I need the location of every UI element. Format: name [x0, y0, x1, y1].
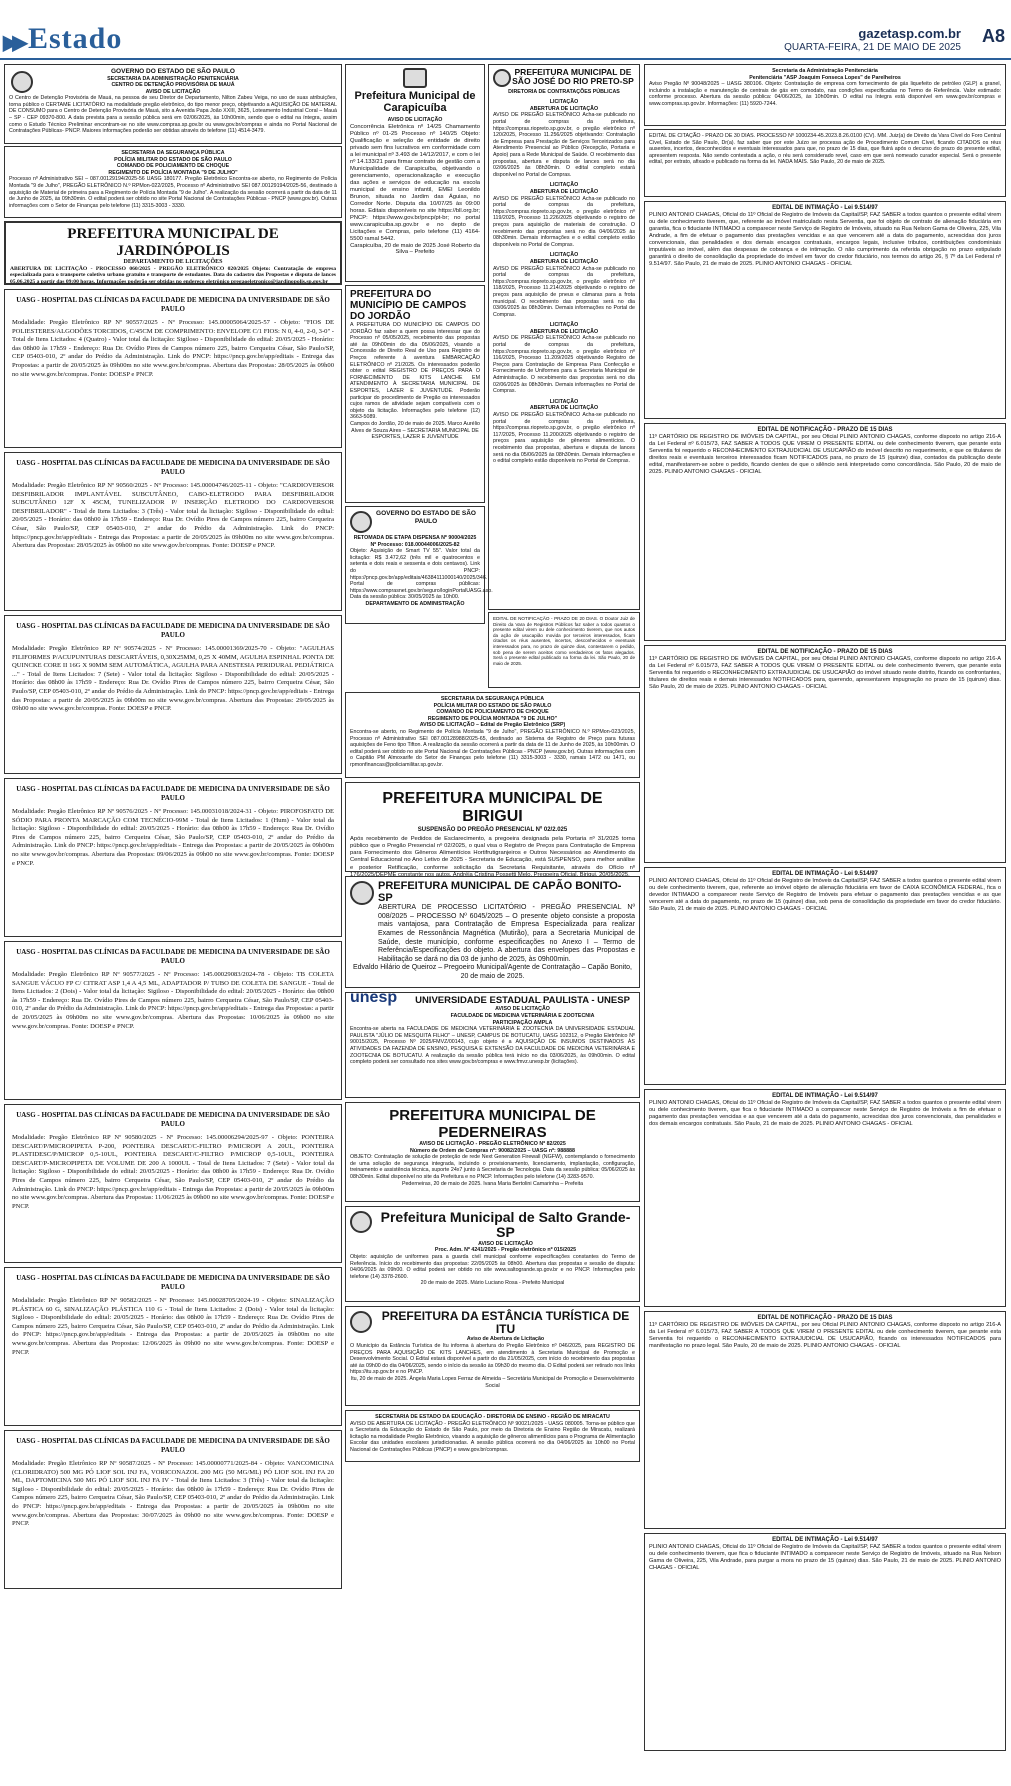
notice-proc: Proc. Adm. Nº 4241/2025 - Pregão eletrônico nº 015/2025 — [434, 1247, 577, 1254]
notice-itu — [345, 1306, 640, 1406]
state-seal-icon — [350, 511, 372, 533]
notice-sub: SUSPENSÃO DO PREGÃO PRESENCIAL Nº 02/2.025 — [417, 827, 568, 834]
hc-notice-body: Modalidade: Pregão Eletrônico RP Nº 90574/2025 - Nº Processo: 145.00001369/2025-70 - Objeto: "AGULHAS FILIFORMES P/ACUPUNTURAS DESCARTÁVEIS, 0,30X25MM, 0,25 X 40MM, AGULHA ESPINHAL PONTA DE QUINCKE CORE II 16G X 90MM SEM AUTOMÁTICA, AGULHA PARA ANESTESIA PERIDURAL PEDIÁTRICA ..." - Total de Itens Licitados: 7 (Sete) - Valor total da licitação: Sigiloso - Disponibilidade do edital: 20/05/2025 - Horário: das 08h00 às 17h59 - Endereço: Rua Dr. Ovídio Pires de Campos número 225, bairro Cerqueira César, São Paulo/SP, CEP 05403-010, 2º andar do Prédio da Administração. Link do PNCP: https://pncp.gov.br/app/editais - Entrega das Propostas: a partir de 20/05/2025 às 09h00m no site www.gov.br/compras. Abertura das Propostas: 29/05/2025 às 09h00 no site www.gov.br/compras. Fonte: DOESP e PNCP. — [12, 645, 334, 713]
notice-body: A PREFEITURA DO MUNICÍPIO DE CAMPOS DO JORDÃO faz saber a quem possa interessar que do Processo nº 05/05/2025, recebimento das propostas até às 09h00min do dia 05/06/2025, visando a Concessão de Direito Real de Uso para Registro de Preços referente à aventura EMBARCAÇÃO ELETRÔNICO nº 21/2025. Os interessados poderão obter o edital REGISTRO DE PREÇOS PARA O FORNECIMENTO DE KITS LANCHE EM ATENDIMENTO À SECRETARIA MUNICIPAL DE ESPORTES, LAZER E JUVENTUDE. Poderão participar do procedimento de Pregão os interessados cujos ramos de atividade sejam compatíveis com o objeto da licitação. Informações pelo telefone (12) 3663-5089. — [350, 322, 480, 421]
hc-notice-header: UASG - HOSPITAL DAS CLÍNICAS DA FACULDADE DE MEDICINA DA UNIVERSIDADE DE SÃO PAULO — [16, 948, 330, 965]
notice-sign: Campos do Jordão, 20 de maio de 2025. Marco Aurélio Alves de Souza Aires – SECRETARIA MUNICIPAL DE ESPORTES, LAZER E JUVENTUDE — [350, 420, 480, 441]
notice-body: Encontra-se aberta na FACULDADE DE MEDICINA VETERINÁRIA E ZOOTECNIA DA UNIVERSIDADE ESTADUAL PAULISTA "JÚLIO DE MESQUITA FILHO" – UNESP, CAMPUS DE BOTUCATU, UASG 102312, o Pregão Eletrônico Nº 90015/2025, Processo Nº 2025/FMVZ/00143, cujo objeto é a AQUISIÇÃO DE INSUMOS DESTINADOS ÀS ATIVIDADES DA FAZENDA DE ENSINO, PESQUISA E EXTENSÃO DA FACULDADE DE MEDICINA VETERINÁRIA E ZOOTECNIA DE BOTUCATU. A realização da sessão pública terá início no dia 03/06/2025, às 09h00min. O edital completo poderá ser consultado nos sites www.gov.br/compras e www.fmvz.unesp.br (licitações). — [350, 1026, 635, 1066]
notice-part: PARTICIPAÇÃO AMPLA — [492, 1019, 553, 1026]
notice-sign: Carapicuíba, 20 de maio de 2025 José Roberto da Silva – Prefeito — [350, 242, 480, 256]
notice-maua — [4, 64, 342, 144]
site-url[interactable]: gazetasp.com.br — [858, 26, 961, 41]
notice-birigui — [345, 782, 640, 878]
registry-notice — [644, 1089, 1006, 1307]
notice-sign: Itu, 20 de maio de 2025. Ângela Maria Lopes Ferraz de Almeida – Secretária Municipal de Promoção e Desenvolvimento Social — [350, 1375, 635, 1389]
notice-body: Aviso Pregão Nº 90048/2025 – UASG 380106. Objeto: Contratação de empresa com fornecimento de gás liquefeito de petróleo (GLP) a granel, incluindo a instalação e manutenção de centrais de gás em comodato, nas condições especificadas no Termo de Referência. Valor estimado: conforme processo. Abertura da sessão pública: 04/06/2025, às 10h00min. O edital na íntegra está disponível em www.gov.br/compras e www.compras.sp.gov.br. Informações: (11) 5920-7244. — [649, 81, 1001, 107]
notice-pol: POLÍCIA MILITAR DO ESTADO DE SÃO PAULO — [114, 156, 232, 163]
registry-notice-body: 11º CARTÓRIO DE REGISTRO DE IMÓVEIS DA CAPITAL, por seu Oficial PLINIO ANTONIO CHAGAS, conforme disposto no artigo 216-A da Lei Federal nº 6.015/73, FAZ SABER A TODOS QUE VIREM O PRESENTE EDITAL ou dele conhecimento tiverem, que perante esta Serventia foi requerido o RECONHECIMENTO EXTRAJUDICIAL DE USUCAPIÃO do imóvel descrito no requerimento, e que os titulares de direitos reais e eventuais terceiros interessados ficam NOTIFICADOS para, no prazo de 15 (quinze) dias, contados da publicação deste edital, manifestarem-se sobre o pedido, ficando cientes de que o silêncio será interpretado como concordância. São Paulo, 20 de maio de 2025. PLINIO ANTONIO CHAGAS - OFICIAL — [649, 433, 1001, 475]
hc-notice — [4, 778, 342, 937]
sjrp-section-heading: LICITAÇÃO — [549, 322, 579, 329]
notice-body: OBJETO: Contratação de solução de proteção de rede Next Generation Firewall (NGFW), contemplando o fornecimento de uma solução de segurança integrada, incluindo o provisionamento, licenciamento, implantação, configuração, treinamento e assistência técnica, suporte 24x7 junto à Secretaria de Tecnologia. Data da sessão pública: 05/06/2025 às 08h30min. Edital disponível no site da Prefeitura e no PNCP. Informações pelo telefone (14) 3283-9570. — [350, 1154, 635, 1180]
sjrp-section-heading: LICITAÇÃO — [549, 252, 579, 259]
hc-notice-body: Modalidade: Pregão Eletrônico RP Nº 90557/2025 - Nº Processo: 145.00005064/2025-57 - Objeto: "FIOS DE POLIESTERES/ALGODÕES TORCIDOS, C/45CM DE COMPRIMENTO: ENVELOPE C/1 FIOS: N 0, 4-0, 2-0, 3-0" - Total de Itens Licitados: 4 (Quatro) - Valor total da licitação: Sigiloso - Disponibilidade do edital: 20/05/2025 - Horário: das 08h00 às 17h59 - Endereço: Rua Dr. Ovídio Pires de Campos número 225, bairro Cerqueira César, São Paulo/SP, CEP 05403-010, 2º andar do Prédio da Administração. Link do PNCP: https://pncp.gov.br/app/editais - Entrega das Propostas: a partir de 20/05/2025 às 09h00m no site www.gov.br/compras. Abertura das Propostas: 28/05/2025 às 09h00 no site www.gov.br/compras. Fonte: DOESP e PNCP. — [12, 319, 334, 378]
registry-notice-body: PLINIO ANTONIO CHAGAS, Oficial do 11º Oficial de Registro de Imóveis da Capital/SP, FAZ SABER a todos quantos o presente edital virem ou dele conhecimento tiverem, que fica o fiduciante INTIMADO a comparecer neste Serviço de Registro de Imóveis, situado na Rua Nelson Gama de Oliveira, 225, Vila Andrade, para purgar a mora no prazo de 15 (quinze) dias. São Paulo, 21 de maio de 2025. PLINIO ANTONIO CHAGAS - OFICIAL — [649, 1543, 1001, 1571]
sjrp-section-sub: ABERTURA DE LICITAÇÃO — [529, 405, 599, 412]
sjrp-section — [493, 399, 635, 465]
sjrp-section-sub: ABERTURA DE LICITAÇÃO — [529, 258, 599, 265]
notice-body: Processo nº Administrativo SEI – 087.00129194/2025-56 UASG 180177. Pregão Eletrônico Encontra-se aberto, no Regimento de Polícia Montada "9 de Julho", PREGÃO ELETRÔNICO N.º RPMon-022/2025, Processo nº Administrativo SEI 087.00129194/2025-56, destinado à aquisição de Material de primeira para a Regimento de Polícia Montada "9 de Julho". A realização da sessão ocorrerá a partir da data de 11 de Junho de 2025, às 09h30min. O edital poderá ser obtido no site Portal Nacional de Contratações Públicas - PNCP (www.gov.br). Outras informações com o Setor de Finanças pelo telefone (11) 3315-3003 - 3330. — [9, 176, 337, 209]
sjrp-section-sub: ABERTURA DE LICITAÇÃO — [529, 105, 599, 112]
notice-aviso: AVISO DE LICITAÇÃO — [387, 117, 443, 124]
sjrp-section-sub: ABERTURA DE LICITAÇÃO — [529, 189, 599, 195]
notice-h2: Penitenciária "ASP Joaquim Fonseca Lopes" de Parelheiros — [749, 74, 901, 81]
hc-notice — [4, 1104, 342, 1263]
notice-body: Encontra-se aberto, no Regimento de Polícia Montada "9 de Julho", PREGÃO ELETRÔNICO N.º RPMon-023/2025, Processo nº Administrativo SEI 087.00128988/2025-65, destinado ao Sistema de Registro de Preço para futuras aquisições de Feno tipo Tifton. A realização da sessão ocorrerá a partir da data de 11 de Junho de 2025, às 10h00min. O edital poderá ser obtido no site Portal Nacional de Contratações Públicas - PNCP (www.gov.br). Outras informações com o Capitão PM Almoxarife do Setor de Finanças pelo telefone (11) 3315-3003 - 3330, ramais 1472 ou 1471, ou rpmonfinancas@policiamilitar.sp.gov.br. — [350, 728, 635, 768]
notice-aviso: Aviso de Abertura de Licitação — [466, 1336, 545, 1343]
notice-citacao — [644, 129, 1006, 197]
registry-notice — [644, 867, 1006, 1085]
hc-notice-body: Modalidade: Pregão Eletrônico RP Nº 90582/2025 - Nº Processo: 145.00028705/2024-19 - Objeto: SINALIZAÇÃO PLÁSTICA 60 G, SINALIZAÇÃO PLÁSTICA 110 G - Total de Itens Licitados: 2 (Dois) - Valor total da licitação: Sigiloso - Disponibilidade do edital: 20/05/2025 - Horário: das 08h00 às 17h59 - Endereço: Rua Dr. Ovídio Pires de Campos número 225, bairro Cerqueira César, São Paulo/SP, CEP 05403-010, 2º andar do Prédio da Administração. Link do PNCP: https://pncp.gov.br/app/editais - Entrega das Propostas: a partir de 20/05/2025 às 09h00m no site www.gov.br/compras. Abertura das Propostas: 12/06/2025 às 09h00 no site www.gov.br/compras. Fonte: DOESP e PNCP. — [12, 1297, 334, 1356]
city-crest-icon — [350, 881, 374, 905]
hc-notice-body: Modalidade: Pregão Eletrônico RP Nº 90587/2025 - Nº Processo: 145.00000771/2025-84 - Objeto: VANCOMICINA (CLORIDRATO) 500 MG PÓ LIOF SOL INJ FA, VORICONAZOL 200 MG (50 MG/ML) PÓ LIOF SOL INJ FA 20 ML, DAPTOMICINA 500 MG PÓ LIOF SOL INJ FA IV - Total de Itens Licitados: 3 (Três) - Valor total da licitação: Sigiloso - Disponibilidade do edital: 20/05/2025 - Horário: das 08h00 às 17h59 - Endereço: Rua Dr. Ovídio Pires de Campos número 225, bairro Cerqueira César, São Paulo/SP, CEP 05403-010, 2º andar do Prédio da Administração. Link do PNCP: https://pncp.gov.br/app/editais - Entrega das Propostas: a partir de 20/05/2025 às 09h00m no site www.gov.br/compras. Abertura das Propostas: 30/07/2025 às 09h00 no site www.gov.br/compras. Fonte: DOESP e PNCP. — [12, 1460, 334, 1528]
registry-notice-heading: EDITAL DE NOTIFICAÇÃO - PRAZO DE 15 DIAS — [757, 1315, 893, 1321]
hc-notice-header: UASG - HOSPITAL DAS CLÍNICAS DA FACULDADE DE MEDICINA DA UNIVERSIDADE DE SÃO PAULO — [16, 1437, 330, 1454]
notice-title: UNIVERSIDADE ESTADUAL PAULISTA - UNESP — [415, 995, 630, 1006]
sjrp-section-heading: LICITAÇÃO — [549, 99, 579, 106]
notice-title: PREFEITURA MUNICIPAL DE SÃO JOSÉ DO RIO PRETO-SP — [512, 67, 634, 87]
unesp-logo-icon: unesp — [350, 989, 398, 1006]
notice-aviso: AVISO DE LICITAÇÃO — [478, 1240, 533, 1247]
registry-notice — [644, 1533, 1006, 1751]
sjrp-section — [493, 252, 635, 318]
notice-title: Prefeitura Municipal de Carapicuíba — [354, 90, 476, 115]
notice-pol: POLÍCIA MILITAR DO ESTADO DE SÃO PAULO — [433, 702, 552, 709]
registry-notice — [644, 201, 1006, 419]
hc-notice-header: UASG - HOSPITAL DAS CLÍNICAS DA FACULDADE DE MEDICINA DA UNIVERSIDADE DE SÃO PAULO — [16, 1274, 330, 1291]
notice-h1: Secretaria da Administração Penitenciária — [772, 68, 878, 74]
sjrp-section — [493, 182, 635, 248]
sjrp-section-body: AVISO DE PREGÃO ELETRÔNICO Acha-se publicado no portal de compras da prefeitura, https://compras.riopreto.sp.gov.br, o pregão eletrônico nº 116/2025, Processo 11.209/2025 objetivando Registro de Preços para Contratação de Empresa Para Confecção e Fornecimento de Uniformes para a Secretaria Municipal de Administração. O recebimento das propostas será no dia 02/06/2025 às 08h30min. Demais informações no Portal de Compras. — [493, 335, 635, 395]
notice-body: ABERTURA DE PROCESSO LICITATÓRIO - PREGÃO PRESENCIAL Nº 008/2025 – PROCESSO Nº 6045/2025 – O presente objeto consiste a proposta mais vantajosa, para Contratação de Empresa Especializada para realizar Exames de Ressonância Magnética (Mutirão), para a Secretaria Municipal de Saúde, deste município, conforme especificações no Anexo I – Termo de Referência/Especificações do objeto. A abertura das envelopes das Propostas e Habilitação se dará no dia 03 de junho de 2025, às 09h00min. — [378, 904, 635, 963]
notice-carapicuiba — [345, 64, 485, 282]
notice-aviso: AVISO DE LICITAÇÃO — [495, 1006, 550, 1013]
notice-salto-grande — [345, 1206, 640, 1302]
notice-reg: REGIMENTO DE POLÍCIA MONTADA "9 DE JULHO" — [108, 169, 238, 176]
notice-body: Após recebimento de Pedidos de Esclarecimento, a pregoeira designada pela Portaria nº 31/2025 torna público que o Pregão Presencial nº 02/2025, o qual visa o Registro de Preços para Contratação de Empresa para Fornecimento dos Gêneros Alimentícios Hortifrutigranjeiros e Outros Necessários ao Atendimento da Central Educacional no Ano Letivo de 2025 - Secretaria de Educação, está SUSPENSO, para melhor análise e posterior Retificação, conforme solicitação da Secretaria Requisitante, através do Ofício nº 176/2025/DEPME constante nos autos. Andréia Cristina Possetti Melo, Pregoeira Oficial. Birigui, 20/05/2025. — [350, 835, 635, 878]
notice-jardinopolis — [4, 221, 342, 285]
notice-fac: FACULDADE DE MEDICINA VETERINÁRIA E ZOOTECNIA — [450, 1013, 595, 1020]
notice-cmd: COMANDO DE POLICIAMENTO DE CHOQUE — [116, 163, 230, 170]
registry-notice-body: 11º CARTÓRIO DE REGISTRO DE IMÓVEIS DA CAPITAL, por seu Oficial PLINIO ANTONIO CHAGAS, conforme disposto no artigo 216-A da Lei Federal nº 6.015/73, FAZ SABER A TODOS QUE VIREM O PRESENTE EDITAL ou dele conhecimento tiverem, que perante esta Serventia foi requerido o RECONHECIMENTO EXTRAJUDICIAL DE USUCAPIÃO, ficando os interessados NOTIFICADOS para manifestação no prazo legal. São Paulo, 20 de maio de 2025. PLINIO ANTONIO CHAGAS - OFICIAL — [649, 1321, 1001, 1349]
hc-notice-body: Modalidade: Pregão Eletrônico RP Nº 90580/2025 - Nº Processo: 145.00006294/2025-97 - Objeto: PONTEIRA DESCART/P/MICROPIPETA P-200, PONTEIRA DESCART/C-FILTRO P/MICROPI A 20UL, PONTEIRA PLASTIDESC/P/MICROP 0,5-10UL, PONTEIRA DESCART/C-FILTRO P/MICROP 0,5-10UL, PONTEIRA DESCART/P-MICROPIPETA DE VOLUME DE 200 A 1000UL - Total de Itens Licitados: 7 (Sete) - Valor total da licitação: Sigiloso - Disponibilidade do edital: 20/05/2025 - Horário: das 08h00 às 17h59 - Endereço: Rua Dr. Ovídio Pires de Campos número 225, bairro Cerqueira César, São Paulo/SP, CEP 05403-010, 2º andar do Prédio da Administração. Link do PNCP: https://pncp.gov.br/app/editais - Entrega das Propostas: a partir de 20/05/2025 às 09h00m no site www.gov.br/compras. Abertura das Propostas: 11/06/2025 às 09h00 no site www.gov.br/compras. Fonte: DOESP e PNCP. — [12, 1134, 334, 1210]
notice-aviso: AVISO DE LICITAÇÃO - PREGÃO ELETRÔNICO Nº 82/2025 — [419, 1141, 566, 1147]
registry-notice-heading: EDITAL DE NOTIFICAÇÃO - PRAZO DE 15 DIAS — [757, 649, 893, 655]
registry-notice-heading: EDITAL DE INTIMAÇÃO - Lei 9.514/97 — [772, 871, 878, 877]
notice-dep: DEPARTAMENTO DE LICITAÇÕES — [123, 259, 223, 265]
notice-body: AVISO DE ABERTURA DE LICITAÇÃO - PREGÃO ELETRÔNICO Nº 90021/2025 - UASG 080005. Torna-se público que a Secretaria da Educação do Estado de São Paulo, por meio da Diretoria de Ensino Região de Miracatu, realizará licitação na modalidade Pregão Eletrônico, visando a aquisição de gêneros alimentícios para o Programa de Alimentação Escolar das unidades escolares jurisdicionadas. A sessão pública ocorrerá no dia 04/06/2025 às 10h00 no Portal Nacional de Contratações Públicas (PNCP) e www.gov.br/compras. — [350, 1420, 635, 1453]
registry-notice-body: 11º CARTÓRIO DE REGISTRO DE IMÓVEIS DA CAPITAL, por seu Oficial PLINIO ANTONIO CHAGAS, conforme disposto no artigo 216-A da Lei Federal nº 6.015/73, FAZ SABER A TODOS QUE VIREM O PRESENTE EDITAL ou dele conhecimento tiverem, que perante esta Serventia foi requerido o RECONHECIMENTO EXTRAJUDICIAL DE USUCAPIÃO do imóvel situado neste distrito, ficando os confrontantes, titulares de direitos reais e demais interessados NOTIFICADOS para, querendo, apresentarem impugnação no prazo de 15 (quinze) dias. São Paulo, 20 de maio de 2025. PLINIO ANTONIO CHAGAS - OFICIAL — [649, 655, 1001, 690]
notice-campos-jordao — [345, 285, 485, 503]
sjrp-section-body: AVISO DE PREGÃO ELETRÔNICO Acha-se publicado no portal de compras da prefeitura, https://compras.riopreto.sp.gov.br, o pregão eletrônico nº 120/2025, Processo 11.256/2025 objetivando: Contratação de Empresa para Prestação de Serviços Terceirizados para Atendimento Presencial ao Público (Recepção, Portaria e Apoio) para a Rede Municipal de Saúde. O recebimento das propostas, abertura e disputa de lances será no dia 02/06/2025 às 08h30min. O edital completo estará disponível no Portal de Compras. — [493, 112, 635, 178]
registry-notice-body: PLINIO ANTONIO CHAGAS, Oficial do 11º Oficial de Registro de Imóveis da Capital/SP, FAZ SABER a todos quantos o presente edital virem ou dele conhecimento tiverem, que fica o fiduciante INTIMADO a comparecer neste Serviço de Registro de Imóveis a fim de efetuar o pagamento das prestações vencidas e as que vencerem até a data do pagamento, acrescidas dos juros convencionais, das penalidades e dos demais encargos contratuais. São Paulo, 21 de maio de 2025. PLINIO ANTONIO CHAGAS - OFICIAL — [649, 1099, 1001, 1127]
hc-notice — [4, 615, 342, 774]
notice-aviso: AVISO DE LICITAÇÃO — [145, 88, 201, 95]
notice-title: PREFEITURA DO MUNICÍPIO DE CAMPOS DO JORDÃO — [350, 289, 467, 322]
section-title: Estado — [28, 22, 123, 55]
notice-body: ABERTURA DE LICITAÇÃO - PROCESSO 060/2025 - PREGÃO ELETRÔNICO 020/2025 Objeto: Contratação de empresa especializada para o transporte coletivo urbano gratuito e transporte de estudantes. Data do cadastro das Propostas e disputa de lances 05.06.2025 a partir das 09:00 horas. Informações poderão ser obtidas no endereço eletrônico pregaoeletronico@jardinopolis.sp.gov.br — [10, 265, 336, 286]
hc-notice-header: UASG - HOSPITAL DAS CLÍNICAS DA FACULDADE DE MEDICINA DA UNIVERSIDADE DE SÃO PAULO — [16, 1111, 330, 1128]
notice-body: O Centro de Detenção Provisória de Mauá, na pessoa de seu Diretor de Departamento, Nilton Zabeu Veiga, no uso de suas atribuições, torna público o CERTAME LICITATÓRIO na modalidade pregão eletrônico, do tipo menor preço, objetivando a AQUISIÇÃO DE MATERIAL DE CONSUMO para o Centro de Detenção Provisória de Mauá, sito a Avenida Papa João XXIII, 3625, Loteamento Industrial Coral – Mauá – SP - CEP 09370-800. A data prevista para a sessão pública será em 02/06/2025, às 10h00min, sendo que o edital na íntegra, assim como o Estudo Técnico Preliminar encontram-se no site www.compras.sp.gov.br ou www.gov.br/compras e ainda no Portal Nacional de Contratações Públicas- PNCP. Maiores informações poderão ser obtidas através do telefone (11) 4514-3479. — [9, 95, 337, 135]
notice-title: PREFEITURA MUNICIPAL DE CAPÃO BONITO-SP — [378, 880, 622, 905]
notice-body: Objeto: aquisição de uniformes para a guarda civil municipal conforme especificações constantes do Termo de Referência. Início do recebimento das propostas: 22/05/2025 às 08h00. Abertura das propostas e sessão de disputa: 04/06/2025 às 09h00. O edital poderá ser obtido no site www.saltogrande.sp.gov.br e no PNCP. Informações pelo telefone (14) 3378-2600. — [350, 1253, 635, 1280]
notice-centro: CENTRO DE DETENÇÃO PROVISÓRIA DE MAUÁ — [111, 82, 235, 89]
notice-dir: DIRETORIA DE CONTRATAÇÕES PÚBLICAS — [508, 88, 620, 95]
notice-pm2 — [345, 692, 640, 778]
notice-sub: RETOMADA DE ETAPA DISPENSA Nº 90004/2025 — [353, 535, 477, 541]
notice-num: Número de Ordem de Compras nº: 90082/2025 – UASG nº: 988888 — [410, 1147, 575, 1154]
notice-body: Objeto: Aquisição de Smart TV 55". Valor total da licitação: R$ 3.472,62 (três mil e quatrocentos e setenta e dois reais e sessenta e dois centavos). Link do PNCP: https://pncp.gov.br/app/editais/46384111000140/2025/346. Portal de compras públicas: https://www.comprasnet.gov.br/seguro/loginPortalUASG.asp. Data da sessão pública: 30/05/2025 às 10h00. — [350, 548, 493, 601]
hc-notice — [4, 452, 342, 611]
sjrp-section-heading: LICITAÇÃO — [549, 182, 579, 189]
notice-body: EDITAL DE NOTIFICAÇÃO - PRAZO DE 20 DIAS. O Doutor Juiz de Direito da Vara de Registros Públicos faz saber a todos quantos o presente edital virem ou dele conhecimento tiverem, que nos autos da ação de usucapião movida por terceiros interessados, ficam citados os réus ausentes, incertos, desconhecidos e eventuais interessados para, no prazo de quinze dias, contestarem o pedido, sob pena de serem aceitos como verdadeiros os fatos alegados. Será o presente edital publicado na forma da lei. São Paulo, 20 de maio de 2025. — [493, 616, 635, 666]
notice-body: O Município da Estância Turística de Itu informa à abertura do Pregão Eletrônico nº 046/2025, para REGISTRO DE PREÇOS PARA AQUISIÇÃO DE KITS LANCHES, em atendimento à Secretaria Municipal de Promoção e Desenvolvimento Social. O Edital estará disponível a partir do dia 21/05/2025, com início do recebimento das propostas até às 09h00 do dia 04/06/2025, sendo o início da sessão às 09h30 do mesmo dia. O Edital poderá ser retirado nos links https://itu.sp.gov.br e no PNCP. — [350, 1342, 635, 1376]
sjrp-section — [493, 99, 635, 178]
registry-notice-body: PLINIO ANTONIO CHAGAS, Oficial do 11º Oficial de Registro de Imóveis da Capital/SP, FAZ SABER a todos quantos o presente edital virem ou dele conhecimento tiverem, que, referente ao imóvel objeto de alienação fiduciária em favor de CAIXA ECONÔMICA FEDERAL, fica o devedor INTIMADO a comparecer neste Serviço de Registro de Imóveis para efetuar o pagamento das prestações vencidas e as que vencerem até a data do pagamento, no prazo de 15 (quinze) dias, sob pena de consolidação da propriedade em favor do credor fiduciário. São Paulo, 21 de maio de 2025. PLINIO ANTONIO CHAGAS - OFICIAL — [649, 877, 1001, 912]
notice-cmd: COMANDO DE POLICIAMENTO DE CHOQUE — [436, 709, 549, 716]
city-crest-icon — [493, 69, 511, 87]
notice-body: EDITAL DE CITAÇÃO - PRAZO DE 30 DIAS. PROCESSO Nº 1000234-45.2023.8.26.0100 (CV). MM. Juiz(a) de Direito da Vara Cível do Foro Central Cível, Estado de São Paulo, Dr(a). faz saber que por este Juízo se processa ação de Procedimento Comum Cível, ficando CITADOS os réus ausentes, incertos, desconhecidos e eventuais interessados para que, no prazo de 15 dias, que fluirá após o decurso do prazo do presente edital, apresentem resposta. Não sendo contestada a ação, o réu será considerado revel, caso em que será nomeado curador especial. Será o presente edital, por extrato, afixado e publicado na forma da lei. NADA MAIS. São Paulo, 20 de maio de 2025. — [649, 133, 1001, 166]
notice-pederneiras — [345, 1102, 640, 1202]
hc-notice — [4, 941, 342, 1100]
registry-notice — [644, 645, 1006, 863]
hc-notice — [4, 289, 342, 448]
section-arrows-icon: ▶▶ — [3, 32, 22, 54]
hc-notice-body: Modalidade: Pregão Eletrônico RP Nº 90576/2025 - Nº Processo: 145.00031018/2024-31 - Objeto: PIROFOSFATO DE SÓDIO PARA PRONTA MARCAÇÃO COM TECNÉCIO-99M - Total de Itens Licitados: 1 (Hum) - Valor total da licitação: Sigiloso - Disponibilidade do edital: 20/05/2025 - Horário: das 08h00 às 17h59 - Endereço: Rua Dr. Ovídio Pires de Campos número 225, bairro Cerqueira César, São Paulo/SP, CEP 05403-010, 2º andar do Prédio da Administração. Link do PNCP: https://pncp.gov.br/app/editais - Entrega das Propostas: a partir de 20/05/2025 às 09h00m no site www.gov.br/compras. Abertura das Propostas: 09/06/2025 às 09h00 no site www.gov.br/compras. Fonte: DOESP e PNCP. — [12, 808, 334, 867]
hc-notice-header: UASG - HOSPITAL DAS CLÍNICAS DA FACULDADE DE MEDICINA DA UNIVERSIDADE DE SÃO PAULO — [16, 785, 330, 802]
registry-notice — [644, 1311, 1006, 1529]
notice-aviso: AVISO DE LICITAÇÃO – Edital de Pregão Eletrônico (SRP) — [419, 722, 566, 729]
hc-notice-body: Modalidade: Pregão Eletrônico RP Nº 90560/2025 - Nº Processo: 145.00004746/2025-11 - Objeto: "CARDIOVERSOR DESFIBRILADOR IMPLANTÁVEL SUBCUTÂNEO, CABO-ELETRODO PARA DESFIBRILADOR SUBCUTÂNEO 12F X 45CM, TUNELIZADOR P/ INSERÇÃO ELETRODO DO CARDIOVERSOR DESFIBRILADOR" - Total de Itens Licitados: 3 (Três) - Valor total da licitação: Sigiloso - Disponibilidade do edital: 20/05/2025 - Horário: das 08h00 às 17h59 - Endereço: Rua Dr. Ovídio Pires de Campos número 225, bairro Cerqueira César, São Paulo/SP, CEP 05403-010, 2º andar do Prédio da Administração. Link do PNCP: https://pncp.gov.br/app/editais - Entrega das Propostas: a partir de 20/05/2025 às 09h00m no site www.gov.br/compras. Abertura das Propostas: 28/05/2025 às 09h00 no site www.gov.br/compras. Fonte: DOESP e PNCP. — [12, 482, 334, 550]
registry-notice-heading: EDITAL DE NOTIFICAÇÃO - PRAZO DE 15 DIAS — [757, 427, 893, 433]
notice-sign: Pederneiras, 20 de maio de 2025. Ivana Maria Bertolini Camarinha – Prefeita — [401, 1180, 584, 1187]
notice-sec: SECRETARIA DA ADMINISTRAÇÃO PENITENCIÁRIA — [107, 75, 239, 82]
notice-sign: 20 de maio de 2025. Mário Luciano Rosa - Prefeito Municipal — [420, 1280, 565, 1287]
sjrp-section-sub: ABERTURA DE LICITAÇÃO — [529, 328, 599, 335]
edition-date: QUARTA-FEIRA, 21 DE MAIO DE 2025 — [784, 42, 961, 53]
notice-sec: SECRETARIA DA SEGURANÇA PÚBLICA — [440, 696, 545, 702]
sjrp-section-body: AVISO DE PREGÃO ELETRÔNICO Acha-se publicado no portal de compras da prefeitura, https://compras.riopreto.sp.gov.br, o pregão eletrônico nº 118/2025, Processo 11.214/2025 objetivando o registro de preços para aquisição de pneus e câmaras para a frota municipal. O recebimento das propostas será no dia 03/06/2025 às 08h30min. Demais informações no Portal de Compras. — [493, 265, 635, 318]
sjrp-sections — [493, 99, 635, 464]
notice-title: PREFEITURA MUNICIPAL DE BIRIGUI — [382, 790, 603, 825]
notice-gov-dispensa — [345, 506, 493, 624]
notice-pm1 — [4, 146, 342, 218]
notice-sjrp — [488, 64, 640, 610]
hc-notice-header: UASG - HOSPITAL DAS CLÍNICAS DA FACULDADE DE MEDICINA DA UNIVERSIDADE DE SÃO PAULO — [16, 459, 330, 476]
notice-small — [488, 612, 640, 688]
header-rule — [0, 58, 1011, 60]
registry-notice-heading: EDITAL DE INTIMAÇÃO - Lei 9.514/97 — [772, 1537, 878, 1543]
notice-capao-bonito — [345, 876, 640, 988]
notice-sign: Edvaldo Hilário de Queiroz – Pregoeiro Municipal/Agente de Contratação – Capão Bonito, 20 de maio de 2025. — [352, 964, 632, 980]
notice-foot: DEPARTAMENTO DE ADMINISTRAÇÃO — [365, 600, 465, 607]
notice-educacao — [345, 1410, 640, 1462]
registry-notice-body: PLINIO ANTONIO CHAGAS, Oficial do 11º Oficial de Registro de Imóveis da Capital/SP, FAZ SABER a todos quantos o presente edital virem ou dele conhecimento tiverem, que, referente ao imóvel matriculado nesta Serventia, que foi objeto de contrato de alienação fiduciária em garantia, fica o fiduciante INTIMADO a comparecer neste Serviço de Registro de Imóveis, situado na Rua Nelson Gama de Oliveira, 225, Vila Andrade, a fim de efetuar o pagamento das prestações vencidas e as que vencerem até a data do pagamento, acrescidas dos juros convencionais, das penalidades e dos demais encargos contratuais, encargos legais, inclusive tributos, contribuições condominiais imputáveis ao imóvel, além das despesas de cobrança e de intimação. O não cumprimento da referida obrigação no prazo estipulado garantirá o direito de consolidação da propriedade do imóvel em favor do credor fiduciário, nos termos do artigo 26, § 7º da Lei Federal nº 9.514/97. São Paulo, 21 de maio de 2025. PLINIO ANTONIO CHAGAS - OFICIAL — [649, 211, 1001, 267]
hc-notice-header: UASG - HOSPITAL DAS CLÍNICAS DA FACULDADE DE MEDICINA DA UNIVERSIDADE DE SÃO PAULO — [16, 622, 330, 639]
hc-notice-body: Modalidade: Pregão Eletrônico RP Nº 90577/2025 - Nº Processo: 145.00029083/2024-78 - Objeto: TB COLETA SANGUE VÁCUO FP C/ CITRAT ASP 1,4 A 4,5 ML, ADAPTADOR P/ TUBO DE COLETA DE SANGUE - Total de Itens Licitados: 2 (Dois) - Valor total da licitação: Sigiloso - Disponibilidade do edital: 20/05/2025 - Horário: das 08h00 às 17h59 - Endereço: Rua Dr. Ovídio Pires de Campos número 225, bairro Cerqueira César, São Paulo/SP, CEP 05403-010, 2º andar do Prédio da Administração. Link do PNCP: https://pncp.gov.br/app/editais - Entrega das Propostas: a partir de 20/05/2025 às 09h00m no site www.gov.br/compras. Abertura das Propostas: 10/06/2025 às 09h00 no site www.gov.br/compras. Fonte: DOESP e PNCP. — [12, 971, 334, 1030]
page-number: A8 — [981, 26, 1005, 46]
registry-notice-heading: EDITAL DE INTIMAÇÃO - Lei 9.514/97 — [772, 1093, 878, 1099]
notice-title: SECRETARIA DE ESTADO DA EDUCAÇÃO - DIRETORIA DE ENSINO - REGIÃO DE MIRACATU — [375, 1414, 610, 1420]
notice-unesp — [345, 989, 640, 1098]
hc-notice — [4, 1267, 342, 1426]
notice-sec: SECRETARIA DA SEGURANÇA PÚBLICA — [121, 150, 225, 156]
notice-proc: Nº Processo: 018.00044006/2025-82 — [370, 541, 460, 548]
state-seal-icon — [11, 71, 33, 93]
registry-notice-heading: EDITAL DE INTIMAÇÃO - Lei 9.514/97 — [772, 205, 878, 211]
sjrp-section — [493, 322, 635, 395]
city-crest-icon — [403, 68, 427, 88]
city-crest-icon — [350, 1211, 372, 1233]
notice-title: PREFEITURA MUNICIPAL DE JARDINÓPOLIS — [67, 226, 279, 259]
notice-reg: REGIMENTO DE POLÍCIA MONTADA "9 DE JULHO" — [427, 715, 558, 722]
sjrp-section-body: AVISO DE PREGÃO ELETRÔNICO Acha-se publicado no portal de compras da prefeitura, https://compras.riopreto.sp.gov.br, o pregão eletrônico nº 117/2025, Processo 11.200/2025 objetivando o registro de preços para aquisição de gêneros alimentícios. O recebimento das propostas, abertura e disputa de lances será no dia 05/06/2025 às 08h30min. Demais informações e o edital completo estão disponíveis no Portal de Compras. — [493, 412, 635, 465]
notice-body: Concorrência Eletrônica nº 14/25 Chamamento Público nº 01-25 Processo nº 140/25 Objeto: Qualificação e seleção de entidade de direito privado sem fins lucrativos em conformidade com a lei municipal nº 3.493 de 14/12/2017, e com o lei nº 14.133/21 para firmar contrato de gestão com a Municipalidade de Carapicuíba, objetivando o gerenciamento, operacionalização e execução das ações e serviços de educação na escola municipal de ensino infantil, EMEI Leonildo Brunon, situada no Jardim das Águias, no Corredor Norte. Disputa dia 10/07/25 às 09:00 horas. Editais disponíveis no site https://bll.org.br; PNCP: https://www.gov.br/pncp/pt-br; no portal www.carapicuiba.sp.gov.br e no depto de Licitações e Compras, pelo telefone (11) 4164-5500 ramal 5442. — [350, 123, 480, 242]
notice-title: PREFEITURA MUNICIPAL DE PEDERNEIRAS — [389, 1107, 596, 1141]
hc-notice — [4, 1430, 342, 1589]
sjrp-section-heading: LICITAÇÃO — [549, 398, 579, 405]
sjrp-section-body: AVISO DE PREGÃO ELETRÔNICO Acha-se publicado no portal de compras da prefeitura, https://compras.riopreto.sp.gov.br, o pregão eletrônico nº 119/2025, Processo 11.226/2025 objetivando o registro de preços para aquisição de materiais de construção. O recebimento das propostas será no dia 04/06/2025 às 08h30min. Demais informações e o edital completo estão disponíveis no Portal de Compras. — [493, 195, 635, 248]
notice-parelheiros — [644, 64, 1006, 126]
notice-title: GOVERNO DO ESTADO DE SÃO PAULO — [376, 510, 476, 525]
hc-notice-header: UASG - HOSPITAL DAS CLÍNICAS DA FACULDADE DE MEDICINA DA UNIVERSIDADE DE SÃO PAULO — [16, 296, 330, 313]
registry-notice — [644, 423, 1006, 641]
page-header — [0, 0, 1011, 55]
notice-title: PREFEITURA DA ESTÂNCIA TURÍSTICA DE ITU — [381, 1309, 630, 1337]
notice-title: Prefeitura Municipal de Salto Grande-SP — [380, 1209, 631, 1241]
city-crest-icon — [350, 1311, 372, 1333]
notice-gov: GOVERNO DO ESTADO DE SÃO PAULO — [111, 68, 235, 75]
